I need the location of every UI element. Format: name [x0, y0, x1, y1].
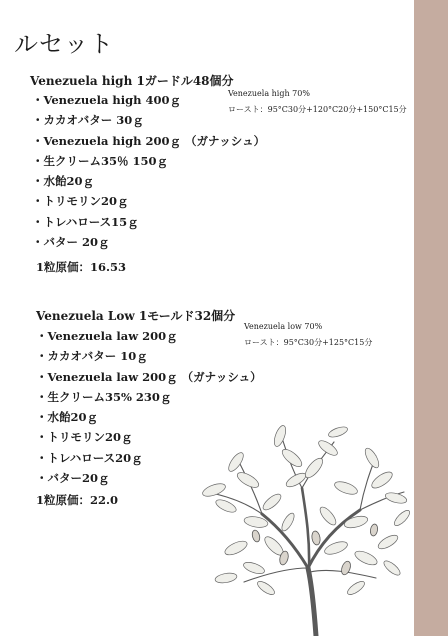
list-item: ・ Venezuela law 200ｇ: [36, 326, 262, 346]
recipe-high-note-roast: ロースト：95°C30分+120°C20分+150°C15分: [228, 105, 407, 114]
list-item: ・ トレハロース20ｇ: [36, 448, 262, 468]
recipe-low-note: [244, 319, 372, 351]
recipe-low-heading: Venezuela Low 1モールド32個分: [36, 309, 236, 323]
list-item: ・ トリモリン20ｇ: [36, 427, 262, 447]
recipe-high-note-title: Venezuela high 70%: [228, 89, 310, 98]
list-item: ・ トリモリン20ｇ: [32, 191, 265, 211]
list-item: ・ トレハロース15ｇ: [32, 212, 265, 232]
list-item: ・ Venezuela law 200ｇ （ガナッシュ）: [36, 367, 262, 387]
page-title: ルセット: [14, 30, 114, 58]
list-item: ・ カカオバター 10ｇ: [36, 346, 262, 366]
recipe-high-unit-cost: 1粒原価：16.53: [36, 260, 127, 274]
cacao-tree-illustration: [196, 418, 414, 636]
list-item: ・ 生クリーム35% 230ｇ: [36, 387, 262, 407]
recipe-high-note: [228, 86, 407, 118]
list-item: ・ 水飴20ｇ: [32, 171, 265, 191]
list-item: ・ 生クリーム35％ 150ｇ: [32, 151, 265, 171]
recipe-high-heading: Venezuela high 1ガードル48個分: [30, 74, 234, 88]
right-accent-band: [414, 0, 448, 636]
list-item: ・ バター 20ｇ: [32, 232, 265, 252]
recipe-low-note-title: Venezuela low 70%: [244, 322, 323, 331]
list-item: ・ Venezuela high 200ｇ （ガナッシュ）: [32, 131, 265, 151]
recipe-low-unit-cost: 1粒原価：22.0: [36, 493, 119, 507]
list-item: ・ カカオバター 30ｇ: [32, 110, 265, 130]
list-item: ・ 水飴20ｇ: [36, 407, 262, 427]
recipe-low-note-roast: ロースト：95°C30分+125°C15分: [244, 338, 373, 347]
list-item: ・ バター20ｇ: [36, 468, 262, 488]
list-item: ・ Venezuela high 400ｇ: [32, 90, 265, 110]
